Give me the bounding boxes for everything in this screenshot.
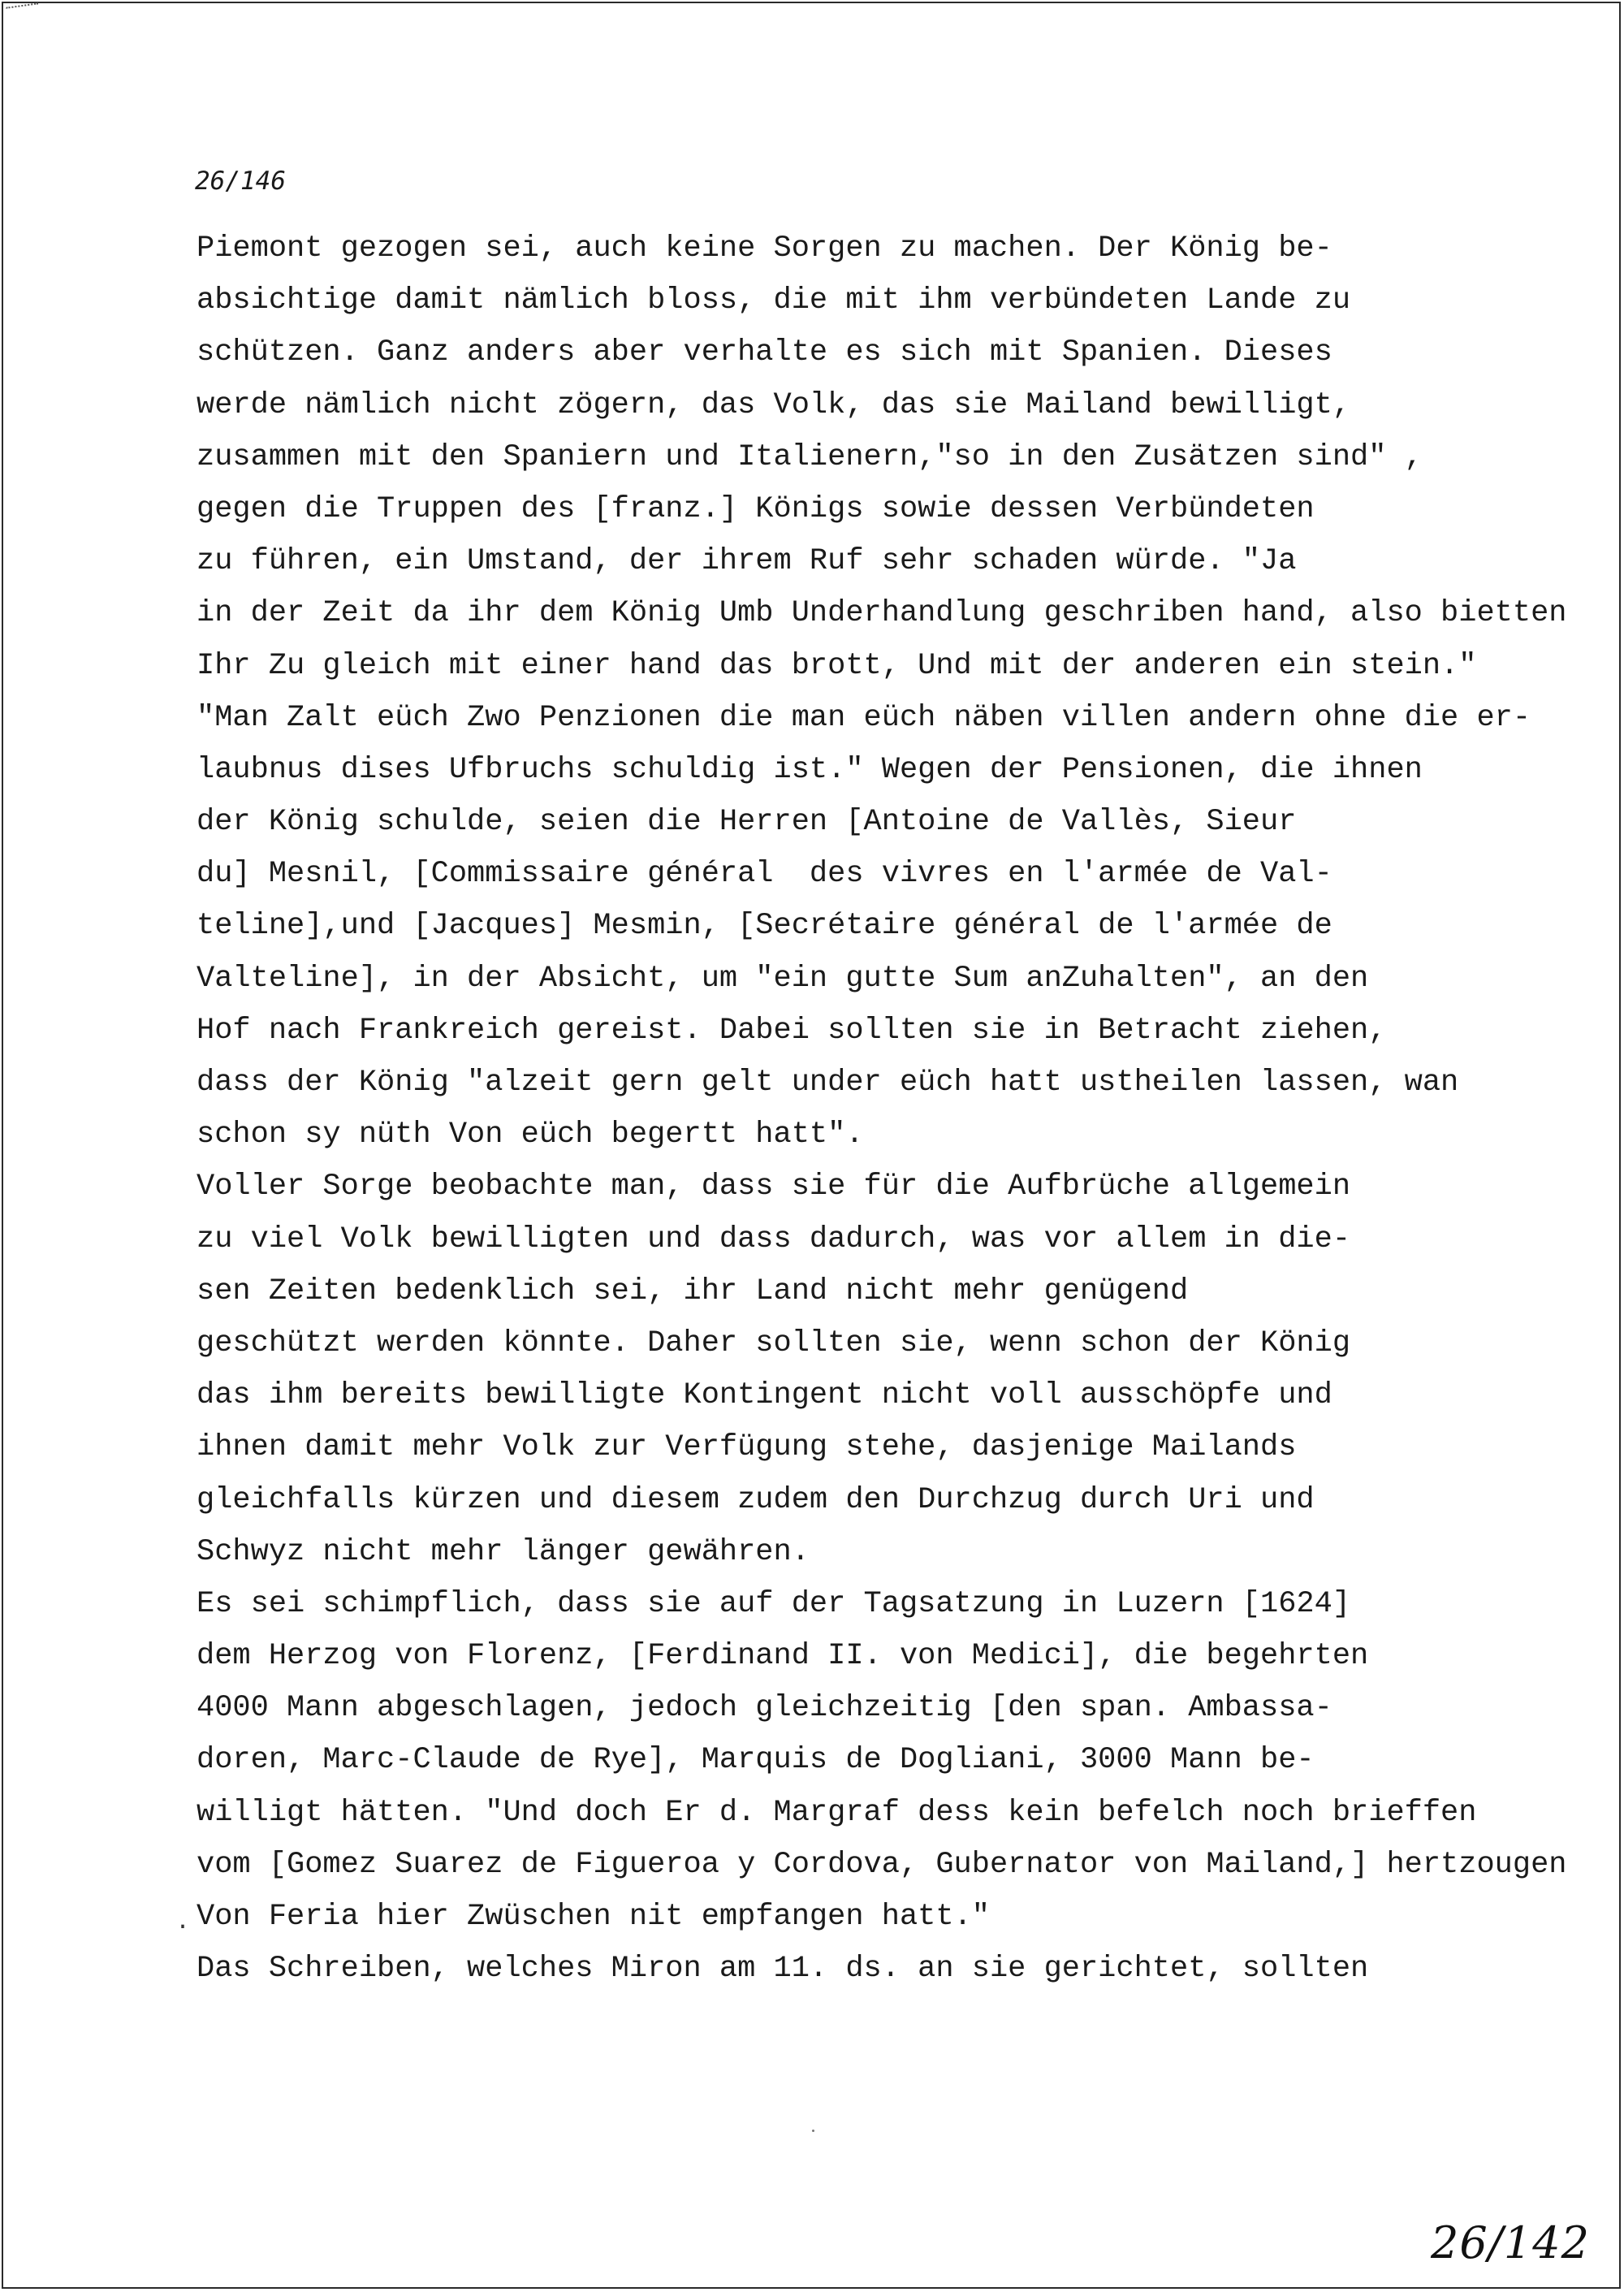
text-line: zusammen mit den Spaniern und Italienern,"so in den Zusätzen sind" , [197, 439, 1423, 474]
text-line: teline],und [Jacques] Mesmin, [Secrétaire général de l'armée de [197, 909, 1332, 944]
text-line: geschützt werden könnte. Daher sollten sie, wenn schon der König [197, 1325, 1351, 1360]
text-line: dem Herzog von Florenz, [Ferdinand II. von Medici], die begehrten [197, 1639, 1369, 1674]
text-line: in der Zeit da ihr dem König Umb Underhandlung geschriben hand, also bietten [197, 596, 1567, 631]
text-line: ihnen damit mehr Volk zur Verfügung stehe, dasjenige Mailands [197, 1430, 1297, 1465]
text-line: Das Schreiben, welches Miron am 11. ds. an sie gerichtet, sollten [197, 1952, 1369, 1987]
page-reference: 26/146 [195, 166, 286, 196]
text-line: schützen. Ganz anders aber verhalte es sich mit Spanien. Dieses [197, 335, 1332, 370]
text-line: doren, Marc-Claude de Rye], Marquis de Dogliani, 3000 Mann be- [197, 1743, 1315, 1778]
text-line: laubnus dises Ufbruchs schuldig ist." Wegen der Pensionen, die ihnen [197, 752, 1423, 787]
text-line: Ihr Zu gleich mit einer hand das brott, Und mit der anderen ein stein." [197, 648, 1477, 683]
text-line: gleichfalls kürzen und diesem zudem den Durchzug durch Uri und [197, 1482, 1315, 1517]
text-line: Valteline], in der Absicht, um "ein gutte Sum anZuhalten", an den [197, 961, 1369, 996]
text-line: du] Mesnil, [Commissaire général des vivres en l'armée de Val- [197, 857, 1332, 892]
text-line: werde nämlich nicht zögern, das Volk, das sie Mailand bewilligt, [197, 387, 1351, 422]
text-line: das ihm bereits bewilligte Kontingent nicht voll ausschöpfe und [197, 1378, 1332, 1413]
text-line: sen Zeiten bedenklich sei, ihr Land nicht mehr genügend [197, 1274, 1189, 1308]
text-line: dass der König "alzeit gern gelt under eüch hatt ustheilen lassen, wan [197, 1066, 1459, 1100]
text-line: Hof nach Frankreich gereist. Dabei sollten sie in Betracht ziehen, [197, 1013, 1387, 1048]
handwritten-page-number: 26/142 [1431, 2217, 1590, 2268]
text-line: Es sei schimpflich, dass sie auf der Tagsatzung in Luzern [1624] [197, 1586, 1351, 1621]
text-line: schon sy nüth Von eüch begertt hatt". [197, 1118, 864, 1152]
text-line: 4000 Mann abgeschlagen, jedoch gleichzeitig [den span. Ambassa- [197, 1691, 1332, 1726]
text-line: willigt hätten. "Und doch Er d. Margraf dess kein befelch noch brieffen [197, 1795, 1477, 1830]
text-line: Von Feria hier Zwüschen nit empfangen hatt." [197, 1900, 990, 1934]
scan-speck [812, 2130, 814, 2132]
document-body [197, 223, 1567, 1995]
text-line: zu viel Volk bewilligten und dass dadurch, was vor allem in die- [197, 1222, 1351, 1256]
text-line: "Man Zalt eüch Zwo Penzionen die man eüch näben villen andern ohne die er- [197, 700, 1531, 735]
text-line: Piemont gezogen sei, auch keine Sorgen zu machen. Der König be- [197, 231, 1332, 266]
text-line: zu führen, ein Umstand, der ihrem Ruf sehr schaden würde. "Ja [197, 544, 1297, 579]
text-line: der König schulde, seien die Herren [Antoine de Vallès, Sieur [197, 805, 1297, 840]
text-line: vom [Gomez Suarez de Figueroa y Cordova, Gubernator von Mailand,] hertzougen [197, 1847, 1567, 1882]
text-line: absichtige damit nämlich bloss, die mit ihm verbündeten Lande zu [197, 283, 1351, 318]
text-line: gegen die Truppen des [franz.] Königs sowie dessen Verbündeten [197, 491, 1315, 526]
text-line: Schwyz nicht mehr länger gewähren. [197, 1534, 810, 1569]
margin-mark: . [175, 1909, 191, 1936]
text-line: Voller Sorge beobachte man, dass sie für die Aufbrüche allgemein [197, 1170, 1351, 1204]
